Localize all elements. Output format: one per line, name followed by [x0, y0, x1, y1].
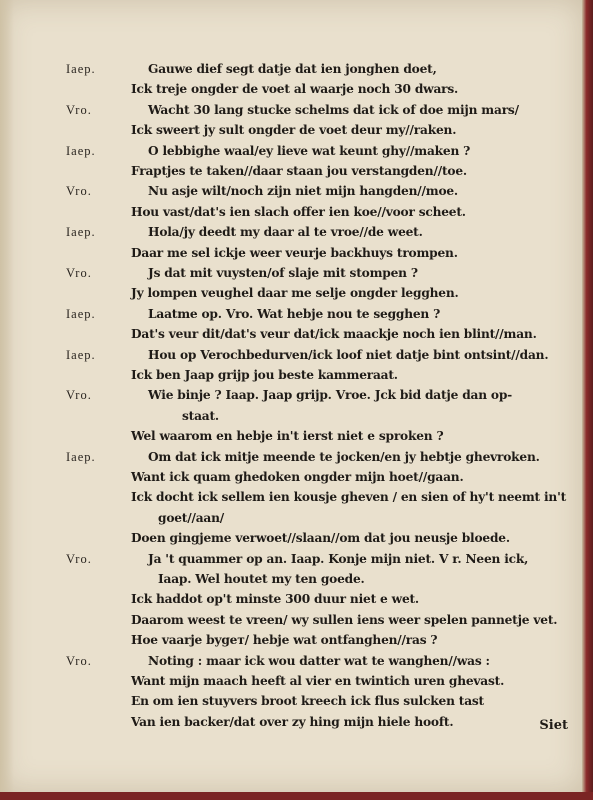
verse-text: Ick docht ick sellem ien kousje gheven / en sien of hy't neemt in't [131, 490, 567, 505]
verse-line [0, 144, 570, 162]
verse-text: Wie binje ? Iaap. Jaap grijp. Vroe. Jck bid datje dan op- [148, 388, 513, 403]
verse-line [0, 511, 570, 529]
verse-text: Ick haddot op't minste 300 duur niet e wet. [131, 592, 419, 607]
verse-text: Daarom weest te vreen/ wy sullen iens weer spelen pannetje vet. [131, 612, 558, 627]
verse-text: Dat's veur dit/dat's veur dat/ick maackje noch ien blint//man. [131, 327, 537, 342]
speaker-label: Iaep. [66, 143, 96, 158]
binding-edge [0, 792, 593, 800]
verse-line [0, 490, 570, 508]
verse-line [0, 654, 570, 672]
speaker-label: Vro. [66, 102, 92, 117]
verse-text: Nu asje wilt/noch zijn niet mijn hangden//moe. [148, 184, 458, 199]
verse-line [0, 572, 570, 590]
verse-text: staat. [182, 408, 219, 423]
verse-text: Ick sweert jy sult ongder de voet deur my//raken. [131, 123, 457, 138]
verse-line [0, 470, 570, 488]
verse-line [0, 592, 570, 610]
verse-text: En om ien stuyvers broot kreech ick flus sulcken tast [131, 694, 484, 709]
page-edge [582, 0, 593, 800]
verse-text: O lebbighe waal/ey lieve wat keunt ghy//maken ? [148, 143, 471, 158]
verse-line [0, 409, 570, 427]
verse-text: Hou op Verochbedurven/ick loof niet datje bint ontsint//dan. [148, 347, 549, 362]
verse-text: Noting : maar ick wou datter wat te wanghen//was : [148, 653, 490, 668]
verse-text: Van ien backer/dat over zy hing mijn hiele hooft. [131, 714, 454, 729]
verse-line [0, 368, 570, 386]
catchword: Siet [539, 718, 568, 733]
verse-line [0, 62, 570, 80]
verse-line [0, 613, 570, 631]
verse-text: Jy lompen veughel daar me selje ongder legghen. [131, 286, 459, 301]
verse-text: Ick treje ongder de voet al waarje noch 30 dwars. [131, 82, 459, 97]
verse-text: Hou vast/dat's ien slach offer ien koe//voor scheet. [131, 204, 466, 219]
verse-text: Ick ben Jaap grijp jou beste kammeraat. [131, 368, 398, 382]
verse-line [0, 674, 570, 692]
speaker-label: Vro. [66, 184, 92, 199]
verse-line [0, 388, 570, 406]
verse-text: Want ick quam ghedoken ongder mijn hoet//gaan. [131, 470, 464, 484]
verse-line [0, 327, 570, 345]
verse-text: Daar me sel ickje weer veurje backhuys trompen. [131, 245, 458, 260]
verse-text: Hoe vaarje bygeт/ hebje wat ontfanghen//ras ? [131, 633, 438, 648]
speaker-label: Vro. [66, 388, 92, 403]
speaker-label: Vro. [66, 551, 92, 566]
verse-line [0, 123, 570, 141]
verse-line [0, 164, 570, 182]
verse-text: Hola/jy deedt my daar al te vroe//de weet. [148, 225, 423, 240]
speaker-label: Iaep. [66, 347, 96, 362]
verse-text: Ja 't quammer op an. Iaap. Konje mijn niet. V r. Neen ick, [148, 551, 529, 566]
verse-text: Wacht 30 lang stucke schelms dat ick of doe mijn mars/ [148, 102, 519, 117]
verse-line [0, 633, 570, 651]
verse-text: Js dat mit vuysten/of slaje mit stompen ? [148, 266, 418, 280]
verse-text: Gauwe dief segt datje dat ien jonghen doet, [148, 62, 437, 76]
verse-line [0, 286, 570, 304]
verse-line [0, 246, 570, 264]
speaker-label: Iaep. [66, 62, 96, 76]
verse-line [0, 266, 570, 284]
speaker-label: Iaep. [66, 306, 96, 321]
speaker-label: Iaep. [66, 225, 96, 240]
verse-line [0, 205, 570, 223]
verse-line [0, 694, 570, 712]
verse-line [0, 103, 570, 121]
verse-text: Doen gingjeme verwoet//slaan//om dat jou neusje bloede. [131, 531, 510, 546]
verse-text: Om dat ick mitje meende te jocken/en jy hebtje ghevroken. [148, 449, 540, 464]
verse-line [0, 552, 570, 570]
verse-text: Want mijn maach heeft al vier en twintich uren ghevast. [131, 674, 505, 688]
verse-line [0, 450, 570, 468]
verse-text: Wel waarom en hebje in't ierst niet e sproken ? [131, 429, 444, 444]
verse-line [0, 715, 570, 733]
verse-text: Laatme op. Vro. Wat hebje nou te segghen ? [148, 306, 441, 321]
verse-line [0, 531, 570, 549]
verse-line [0, 429, 570, 447]
verse-line [0, 307, 570, 325]
verse-text: goet//aan/ [158, 510, 225, 525]
verse-text: Iaap. Wel houtet my ten goede. [158, 572, 365, 586]
verse-text: Fraptjes te taken//daar staan jou verstangden//toe. [131, 164, 467, 178]
verse-line [0, 348, 570, 366]
verse-line [0, 225, 570, 243]
speaker-label: Iaep. [66, 449, 96, 464]
verse-line [0, 82, 570, 100]
verse-line [0, 184, 570, 202]
speaker-label: Vro. [66, 266, 92, 280]
speaker-label: Vro. [66, 653, 92, 668]
